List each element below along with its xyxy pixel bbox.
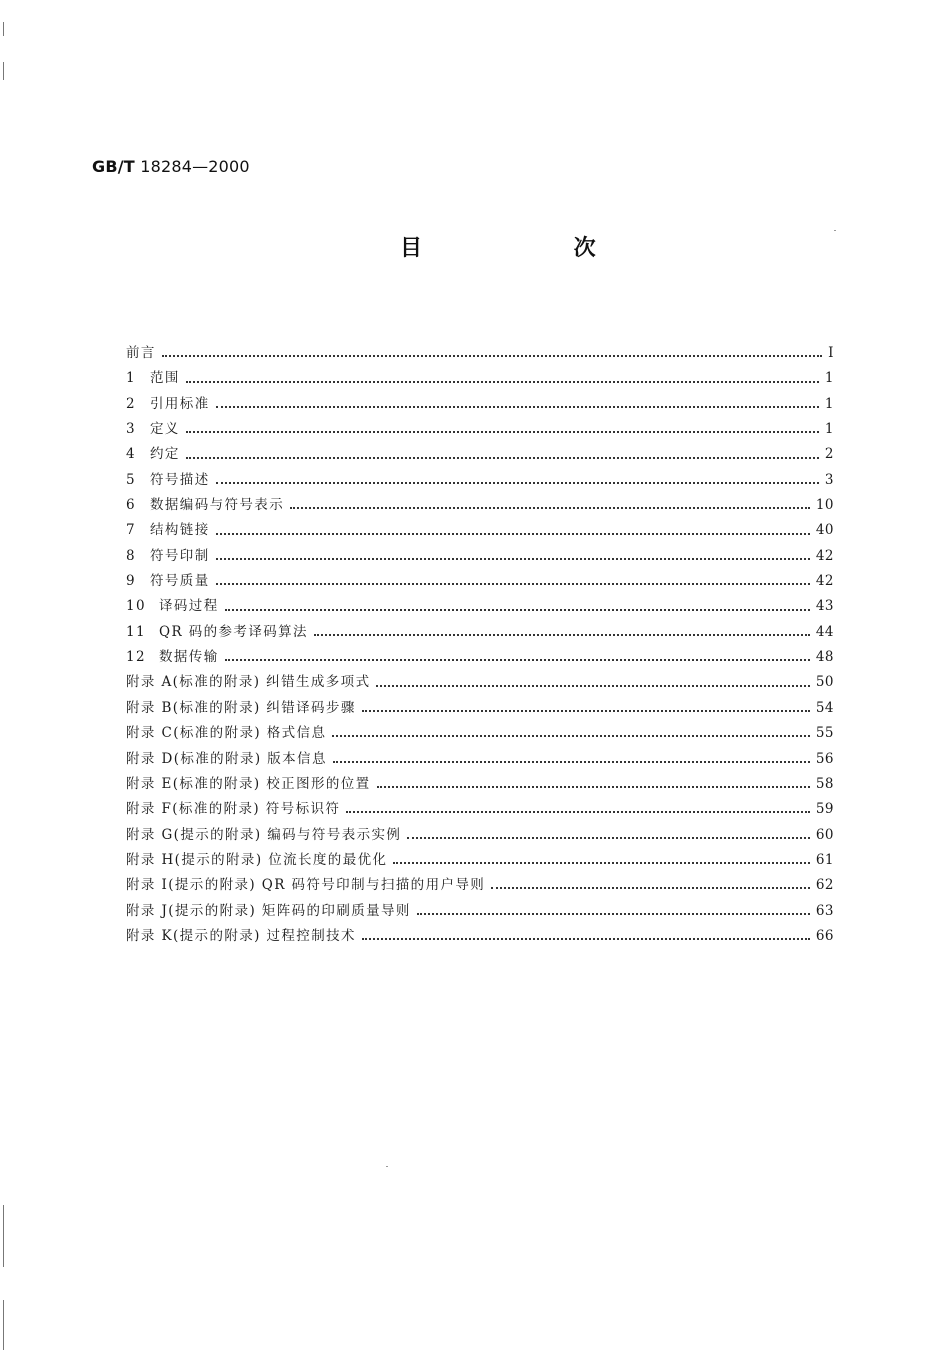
scan-margin-mark: [3, 1300, 4, 1350]
toc-entry-number: 8: [126, 547, 136, 564]
dot-leader: [417, 912, 810, 915]
table-of-contents: [126, 341, 834, 949]
toc-entry-page: 58: [815, 775, 834, 792]
dot-leader: [362, 709, 810, 712]
toc-entry[interactable]: [126, 341, 834, 366]
scan-speck: [386, 1166, 388, 1167]
toc-entry[interactable]: [126, 873, 834, 898]
toc-entry[interactable]: [126, 848, 834, 873]
toc-entry-number: 7: [126, 522, 136, 539]
toc-entry[interactable]: [126, 899, 834, 924]
dot-leader: [346, 810, 810, 813]
toc-entry-page: 1: [824, 421, 834, 438]
toc-entry[interactable]: [126, 392, 834, 417]
toc-entry-label: 附录 H(提示的附录) 位流长度的最优化: [126, 851, 388, 868]
dot-leader: [216, 582, 810, 585]
toc-entry[interactable]: [126, 747, 834, 772]
dot-leader: [393, 861, 809, 864]
toc-entry[interactable]: [126, 797, 834, 822]
toc-entry-label: 符号描述: [150, 471, 210, 488]
toc-entry-page: 60: [815, 826, 834, 843]
dot-leader: [314, 633, 810, 636]
toc-entry-page: 1: [824, 370, 834, 387]
toc-entry-page: 59: [815, 801, 834, 818]
dot-leader: [407, 836, 810, 839]
toc-entry-page: 66: [815, 927, 834, 944]
toc-entry-label: 附录 F(标准的附录) 符号标识符: [126, 801, 341, 818]
toc-entry-label: 定义: [150, 421, 180, 438]
dot-leader: [333, 760, 810, 763]
toc-entry-label: 附录 D(标准的附录) 版本信息: [126, 750, 327, 767]
toc-entry-page: 62: [815, 877, 834, 894]
toc-entry-page: 2: [824, 446, 834, 463]
toc-entry-label: 前言: [126, 345, 156, 361]
toc-entry[interactable]: [126, 493, 834, 518]
dot-leader: [216, 481, 819, 484]
toc-entry-page: 10: [815, 497, 834, 514]
toc-entry[interactable]: [126, 468, 834, 493]
scan-margin-mark: [3, 22, 4, 36]
toc-entry[interactable]: [126, 670, 834, 695]
toc-entry-page: 40: [815, 522, 834, 539]
dot-leader: [377, 785, 810, 788]
toc-entry-page: 1: [824, 395, 834, 412]
toc-entry-number: 6: [126, 497, 136, 514]
dot-leader: [186, 380, 819, 383]
toc-entry-label: 结构链接: [150, 522, 210, 539]
toc-entry[interactable]: [126, 518, 834, 543]
dot-leader: [186, 456, 819, 459]
toc-entry[interactable]: [126, 594, 834, 619]
toc-entry[interactable]: [126, 823, 834, 848]
dot-leader: [332, 734, 809, 737]
toc-entry[interactable]: [126, 417, 834, 442]
toc-entry[interactable]: [126, 924, 834, 949]
toc-entry-number: 2: [126, 395, 136, 412]
toc-entry-page: I: [828, 345, 834, 361]
toc-entry-label: 符号印制: [150, 547, 210, 564]
toc-entry-number: 10: [126, 598, 146, 615]
toc-entry-page: 42: [815, 547, 834, 564]
toc-entry-label: 符号质量: [150, 573, 210, 590]
toc-entry-label: 数据编码与符号表示: [150, 497, 285, 514]
toc-entry-page: 48: [815, 649, 834, 666]
toc-entry-label: 约定: [150, 446, 180, 463]
dot-leader: [376, 684, 809, 687]
dot-leader: [216, 405, 819, 408]
toc-entry-label: 附录 A(标准的附录) 纠错生成多项式: [126, 674, 371, 691]
toc-entry-label: 引用标准: [150, 395, 210, 412]
toc-entry-page: 54: [815, 699, 834, 716]
dot-leader: [186, 430, 819, 433]
toc-title: 目 次: [400, 236, 668, 261]
toc-entry-page: 55: [815, 725, 834, 742]
toc-entry-label: 附录 C(标准的附录) 格式信息: [126, 725, 327, 742]
standard-code: [92, 157, 250, 176]
toc-entry-label: QR 码的参考译码算法: [159, 623, 308, 640]
toc-entry[interactable]: [126, 696, 834, 721]
toc-entry[interactable]: [126, 366, 834, 391]
toc-entry-label: 附录 B(标准的附录) 纠错译码步骤: [126, 699, 356, 716]
dot-leader: [216, 557, 810, 560]
scan-margin-mark: [3, 62, 4, 80]
toc-entry[interactable]: [126, 645, 834, 670]
standard-prefix: GB/T: [92, 157, 135, 176]
toc-entry[interactable]: [126, 544, 834, 569]
toc-entry-page: 44: [815, 623, 834, 640]
toc-entry-label: 附录 E(标准的附录) 校正图形的位置: [126, 775, 371, 792]
scan-speck: [834, 230, 836, 231]
toc-entry[interactable]: [126, 772, 834, 797]
scan-margin-mark: [3, 1205, 4, 1267]
toc-entry-label: 附录 K(提示的附录) 过程控制技术: [126, 927, 356, 944]
toc-entry[interactable]: [126, 569, 834, 594]
dot-leader: [225, 608, 810, 611]
standard-number: 18284—2000: [140, 157, 250, 176]
toc-entry-label: 范围: [150, 370, 180, 387]
toc-entry-number: 11: [126, 623, 146, 640]
dot-leader: [491, 886, 810, 889]
toc-entry-number: 12: [126, 649, 146, 666]
dot-leader: [362, 937, 810, 940]
toc-entry[interactable]: [126, 721, 834, 746]
toc-entry-label: 附录 J(提示的附录) 矩阵码的印刷质量导则: [126, 902, 411, 919]
dot-leader: [162, 354, 822, 357]
toc-entry-page: 42: [815, 573, 834, 590]
toc-entry-number: 5: [126, 471, 136, 488]
toc-entry[interactable]: [126, 620, 834, 645]
toc-entry-label: 数据传输: [159, 649, 219, 666]
dot-leader: [225, 658, 810, 661]
toc-entry-label: 附录 I(提示的附录) QR 码符号印制与扫描的用户导则: [126, 877, 486, 894]
toc-entry-number: 3: [126, 421, 136, 438]
toc-entry-page: 56: [815, 750, 834, 767]
toc-entry-number: 9: [126, 573, 136, 590]
dot-leader: [290, 506, 810, 509]
toc-entry-page: 43: [815, 598, 834, 615]
toc-entry-page: 3: [824, 471, 834, 488]
toc-entry-page: 61: [815, 851, 834, 868]
toc-entry-number: 1: [126, 370, 136, 387]
toc-entry[interactable]: [126, 442, 834, 467]
toc-entry-number: 4: [126, 446, 136, 463]
dot-leader: [216, 532, 810, 535]
toc-entry-page: 50: [815, 674, 834, 691]
toc-entry-page: 63: [815, 902, 834, 919]
toc-entry-label: 译码过程: [159, 598, 219, 615]
toc-entry-label: 附录 G(提示的附录) 编码与符号表示实例: [126, 826, 402, 843]
